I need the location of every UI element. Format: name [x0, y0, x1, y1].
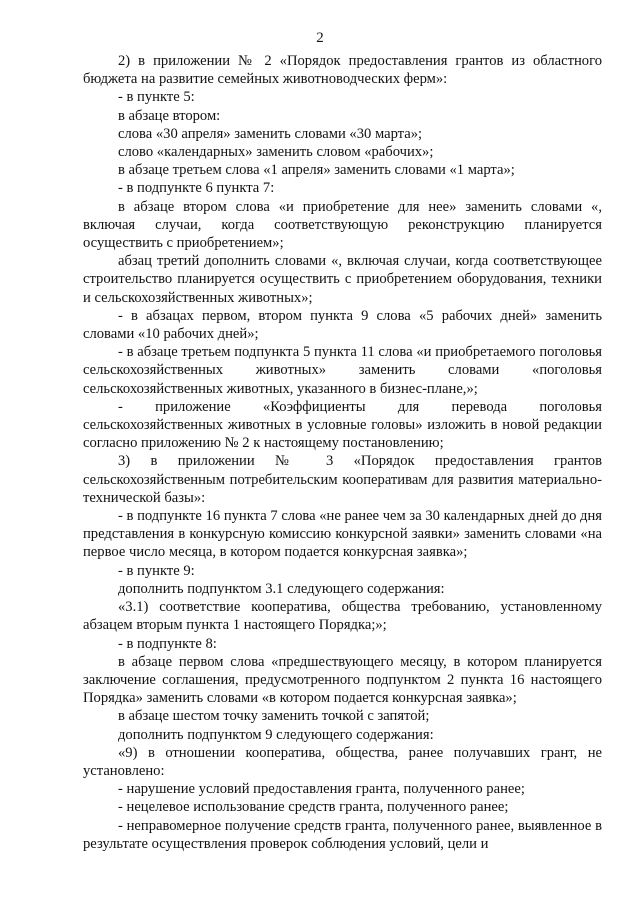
- paragraph: дополнить подпунктом 9 следующего содержания:: [118, 726, 434, 743]
- paragraph: - неправомерное получение средств гранта, полученного ранее, выявленное в результате осуществления проверок соблюдения условий, цели и: [83, 817, 602, 852]
- paragraph: - в подпункте 16 пункта 7 слова «не ранее чем за 30 календарных дней до дня представления в конкурсную комиссию конкурсной заявки» заменить словами «на первое число месяца, в котором подается конкурсная заявка»;: [83, 508, 602, 561]
- paragraph: - в подпункте 8:: [118, 635, 217, 652]
- paragraph: - приложение «Коэффициенты для перевода поголовья сельскохозяйственных животных в условные головы» изложить в новой редакции согласно приложению № 2 к настоящему постановлению;: [83, 398, 602, 452]
- paragraph: слова «30 апреля» заменить словами «30 марта»;: [118, 125, 423, 142]
- paragraph: - нарушение условий предоставления гранта, полученного ранее;: [118, 781, 525, 798]
- document-body: [83, 52, 602, 853]
- paragraph: слово «календарных» заменить словом «рабочих»;: [118, 144, 434, 161]
- paragraph: - в подпункте 6 пункта 7:: [118, 180, 275, 197]
- paragraph: 2) в приложении № 2 «Порядок предоставления грантов из областного бюджета на развитие семейных животноводческих ферм»:: [83, 53, 602, 88]
- paragraph: дополнить подпунктом 3.1 следующего содержания:: [118, 580, 445, 597]
- page-number: 2: [316, 30, 324, 46]
- paragraph: в абзаце третьем слова «1 апреля» заменить словами «1 марта»;: [118, 162, 515, 179]
- paragraph: - в пункте 5:: [118, 89, 195, 106]
- paragraph: - нецелевое использование средств гранта, полученного ранее;: [118, 799, 509, 816]
- paragraph: в абзаце втором слова «и приобретение для нее» заменить словами «, включая случаи, когда соответствующую реконструкцию планируется осуществить с приобретением»;: [83, 198, 602, 252]
- paragraph: абзац третий дополнить словами «, включая случаи, когда соответствующее строительство планируется осуществить с приобретением оборудования, техники и сельскохозяйственных животных»;: [83, 253, 602, 306]
- paragraph: в абзаце первом слова «предшествующего месяцу, в котором планируется заключение соглашения, предусмотренного подпунктом 2 пункта 16 настоящего Порядка» заменить словами «в котором подается конкурсная заявка»;: [83, 653, 602, 707]
- paragraph: «3.1) соответствие кооператива, общества требованию, установленному абзацем вторым пункта 1 настоящего Порядка;»;: [83, 599, 602, 634]
- paragraph: в абзаце шестом точку заменить точкой с запятой;: [118, 708, 430, 725]
- paragraph: «9) в отношении кооператива, общества, ранее получавших грант, не установлено:: [83, 744, 602, 779]
- paragraph: - в пункте 9:: [118, 562, 195, 579]
- paragraph: 3) в приложении № 3 «Порядок предоставления грантов сельскохозяйственным потребительским кооперативам для развития материально-технической базы»:: [83, 453, 602, 506]
- paragraph: - в абзаце третьем подпункта 5 пункта 11 слова «и приобретаемого поголовья сельскохозяйственных животных» заменить словами «поголовья сельскохозяйственных животных, указанного в бизнес-плане,»;: [83, 344, 602, 397]
- paragraph: - в абзацах первом, втором пункта 9 слова «5 рабочих дней» заменить словами «10 рабочих дней»;: [83, 307, 602, 343]
- paragraph: в абзаце втором:: [118, 107, 221, 124]
